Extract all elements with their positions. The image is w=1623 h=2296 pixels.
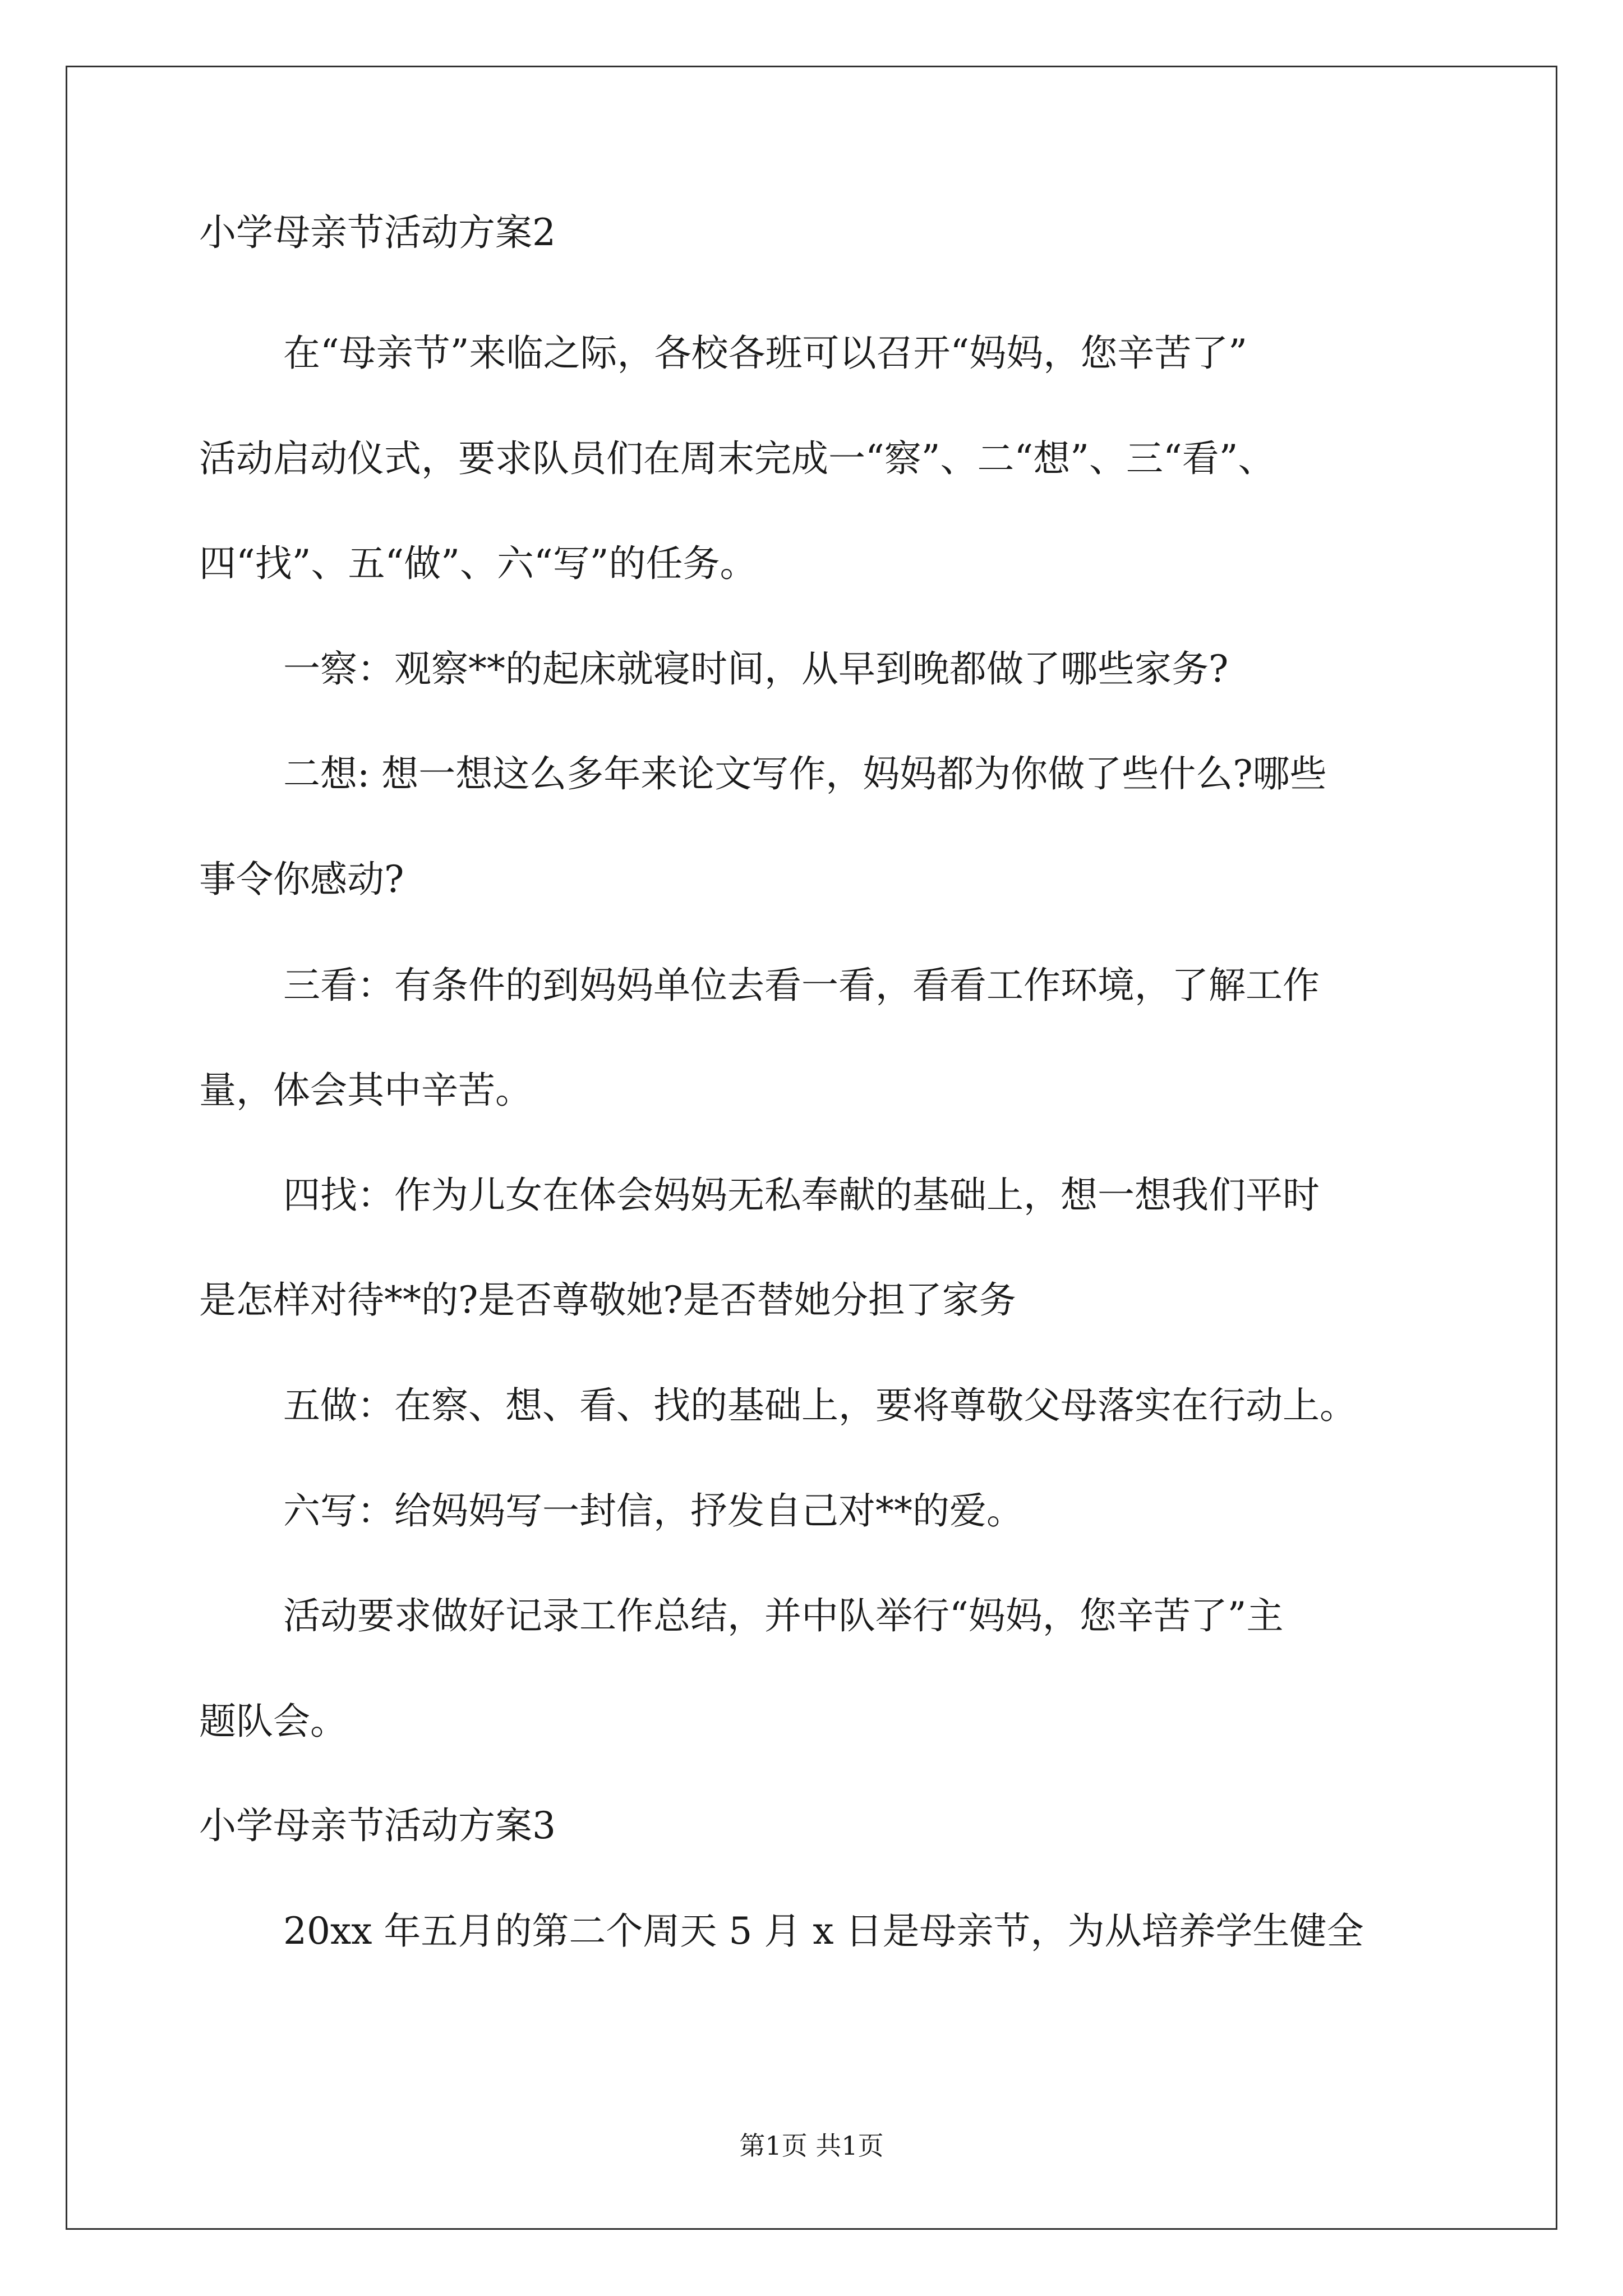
paragraph-line: 五做：在察、想、看、找的基础上，要将尊敬父母落实在行动上。 xyxy=(283,1384,1357,1427)
paragraph-line: 20xx 年五月的第二个周天 5 月 x 日是母亲节，为从培养学生健全 xyxy=(283,1910,1364,1953)
paragraph-line: 活动要求做好记录工作总结，并中队举行“妈妈，您辛苦了”主 xyxy=(283,1594,1284,1637)
paragraph-line: 题队会。 xyxy=(199,1700,347,1743)
page-footer: 第1页 共1页 xyxy=(739,2131,884,2161)
paragraph-line: 活动启动仪式，要求队员们在周末完成一“察”、二“想”、三“看”、 xyxy=(199,437,1275,480)
page-border xyxy=(66,66,1557,2230)
paragraph-line: 在“母亲节”来临之际，各校各班可以召开“妈妈，您辛苦了” xyxy=(283,332,1247,375)
paragraph-line: 四找：作为儿女在体会妈妈无私奉献的基础上，想一想我们平时 xyxy=(283,1174,1320,1217)
paragraph-line: 三看：有条件的到妈妈单位去看一看，看看工作环境，了解工作 xyxy=(283,964,1320,1007)
paragraph-line: 一察：观察**的起床就寝时间，从早到晚都做了哪些家务? xyxy=(283,647,1229,691)
paragraph-line: 事令你感动? xyxy=(199,858,404,901)
paragraph-line: 六写：给妈妈写一封信，抒发自己对**的爱。 xyxy=(283,1489,1023,1533)
paragraph-line: 是怎样对待**的?是否尊敬她?是否替她分担了家务 xyxy=(199,1278,1016,1322)
paragraph-line: 二想: 想一想这么多年来论文写作，妈妈都为你做了些什么?哪些 xyxy=(283,752,1327,795)
section-heading: 小学母亲节活动方案3 xyxy=(199,1804,556,1847)
section-heading: 小学母亲节活动方案2 xyxy=(199,211,556,254)
paragraph-line: 量，体会其中辛苦。 xyxy=(199,1069,532,1112)
paragraph-line: 四“找”、五“做”、六“写”的任务。 xyxy=(199,542,757,585)
